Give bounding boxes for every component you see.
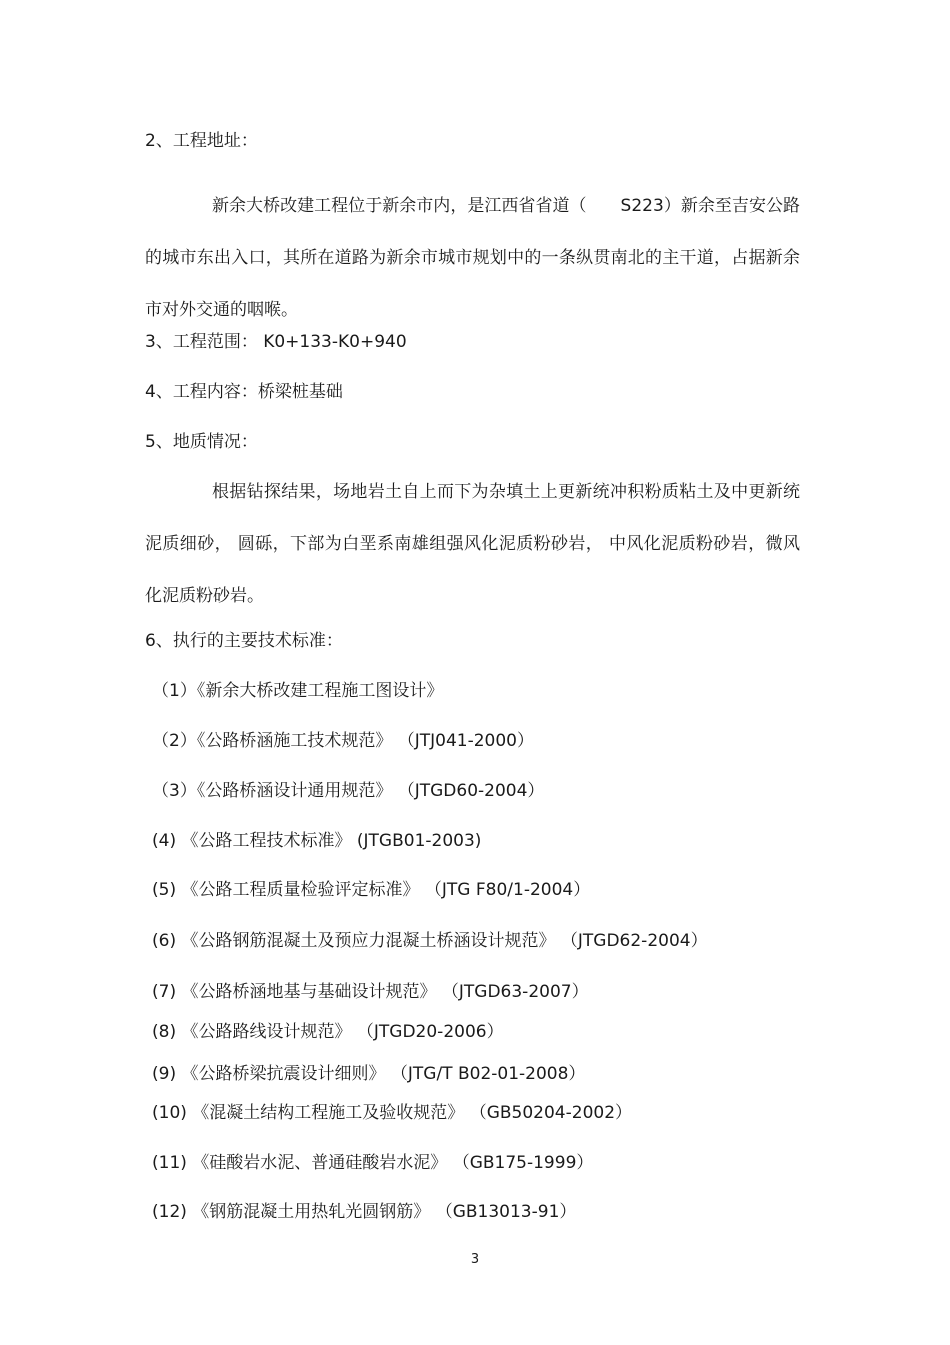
content-line: 4、工程内容：桥梁桩基础 xyxy=(145,382,343,402)
address-paragraph: 新余大桥改建工程位于新余市内，是江西省省道（ S223）新余至吉安公路的城市东出入口，其所在道路为新余市城市规划中的一条纵贯南北的主干道，占据新余市对外交通的咽喉。 xyxy=(145,196,800,320)
standard-item: (10) 《混凝土结构工程施工及验收规范》 （GB50204-2002） xyxy=(152,1103,633,1123)
geology-heading: 5、地质情况： xyxy=(145,432,258,452)
geology-paragraph: 根据钻探结果，场地岩土自上而下为杂填土上更新统冲积粉质粘土及中更新统泥质细砂， 圆砾，下部为白垩系南雄组强风化泥质粉砂岩， 中风化泥质粉砂岩，微风化泥质粉砂岩。 xyxy=(145,482,800,606)
standard-item: (7) 《公路桥涵地基与基础设计规范》 （JTGD63-2007） xyxy=(152,982,589,1002)
standard-item: （1）《新余大桥改建工程施工图设计》 xyxy=(152,681,444,701)
scope-line: 3、工程范围： K0+133-K0+940 xyxy=(145,332,407,352)
standard-item: （3）《公路桥涵设计通用规范》 （JTGD60-2004） xyxy=(152,781,545,801)
standard-item: (9) 《公路桥梁抗震设计细则》 （JTG/T B02-01-2008） xyxy=(152,1064,586,1084)
standard-item: (8) 《公路路线设计规范》 （JTGD20-2006） xyxy=(152,1022,504,1042)
page-number: 3 xyxy=(470,1252,480,1267)
standard-item: (11) 《硅酸岩水泥、普通硅酸岩水泥》 （GB175-1999） xyxy=(152,1153,594,1173)
standard-item: (12) 《钢筋混凝土用热轧光圆钢筋》 （GB13013-91） xyxy=(152,1202,577,1222)
standard-item: （2）《公路桥涵施工技术规范》 （JTJ041-2000） xyxy=(152,731,534,751)
standard-item: (6) 《公路钢筋混凝土及预应力混凝土桥涵设计规范》 （JTGD62-2004） xyxy=(152,931,708,951)
standard-item: (5) 《公路工程质量检验评定标准》 （JTG F80/1-2004） xyxy=(152,880,591,900)
standard-item: (4) 《公路工程技术标准》 (JTGB01-2003) xyxy=(152,831,482,851)
standards-heading: 6、执行的主要技术标准： xyxy=(145,631,343,651)
address-heading: 2、工程地址： xyxy=(145,131,258,151)
